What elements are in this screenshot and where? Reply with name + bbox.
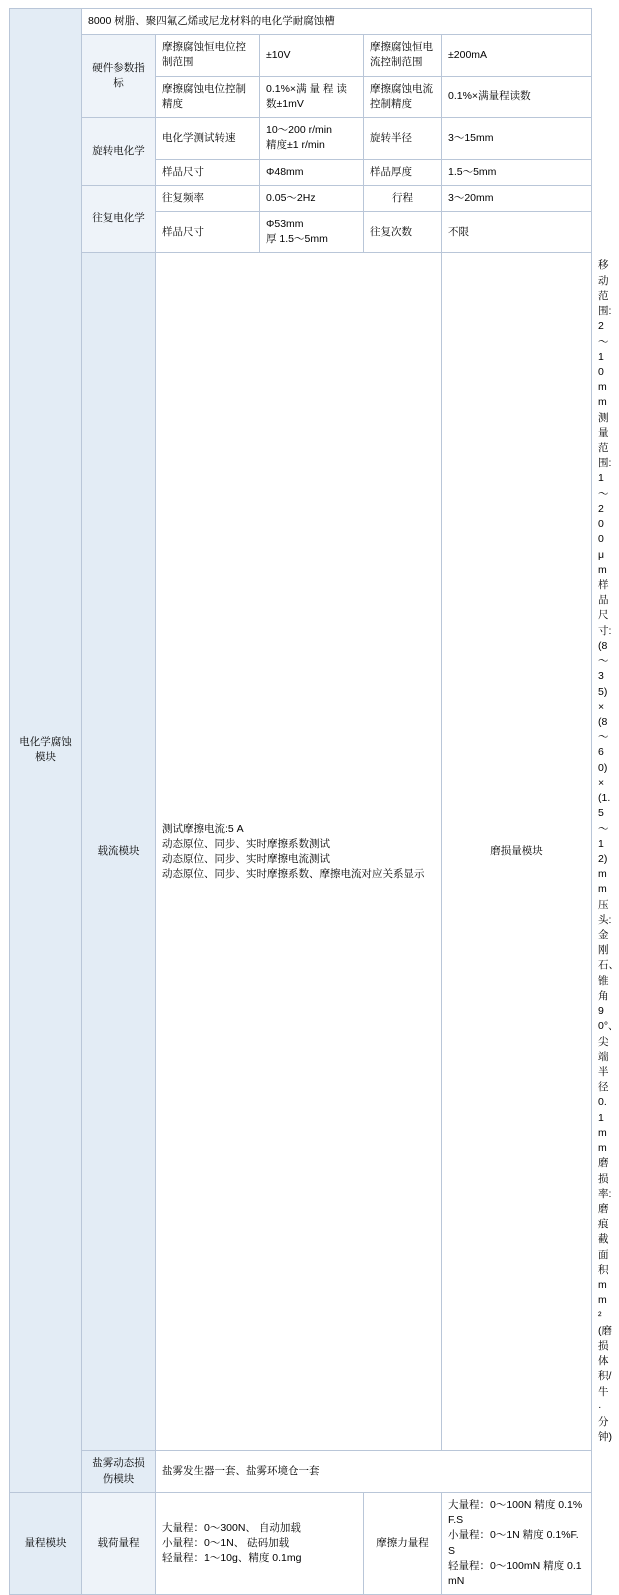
table-row (10, 35, 592, 76)
current-accuracy-value: 0.1%×满量程读数 (442, 76, 592, 117)
table-row (10, 185, 592, 211)
stroke-value: 3～20mm (442, 185, 592, 211)
sample-size-value: Φ48mm (260, 159, 364, 185)
sample-thickness-label: 样品厚度 (364, 159, 442, 185)
load-range-line-3: 轻量程：1～10g、精度 0.1mg (162, 1552, 302, 1565)
load-range-label: 载荷量程 (82, 1492, 156, 1594)
friction-range-label: 摩擦力量程 (364, 1492, 442, 1594)
reciprocating-sample-size-value (260, 211, 364, 252)
module-saltfog-label: 盐雾动态损伤模块 (82, 1451, 156, 1492)
table-row (10, 118, 592, 159)
reciprocating-frequency-label: 往复频率 (156, 185, 260, 211)
load-range-details (156, 1492, 364, 1594)
table-row-saltfog-module (10, 1451, 592, 1492)
sample-size-label: 样品尺寸 (156, 159, 260, 185)
friction-range-details (442, 1492, 592, 1594)
load-range-line-2: 小量程：0～1N、 砝码加载 (162, 1536, 290, 1549)
rotation-radius-label: 旋转半径 (364, 118, 442, 159)
reciprocating-count-value: 不限 (442, 211, 592, 252)
rotation-speed-value-line1: 10～200 r/min (266, 124, 332, 137)
reciprocating-frequency-value: 0.05～2Hz (260, 185, 364, 211)
potential-accuracy-value: 0.1%×满 量 程 读 数±1mV (260, 76, 364, 117)
rotation-speed-label: 电化学测试转速 (156, 118, 260, 159)
potential-range-label: 摩擦腐蚀恒电位控制范围 (156, 35, 260, 76)
wear-module-label: 磨损量模块 (442, 253, 592, 1451)
subgroup-rotating-label: 旋转电化学 (82, 118, 156, 186)
potential-accuracy-label: 摩擦腐蚀电位控制精度 (156, 76, 260, 117)
friction-range-line-1: 大量程：0～100N 精度 0.1%F.S (448, 1498, 583, 1527)
table-row-title (10, 9, 592, 35)
flow-line-2: 动态原位、同步、实时摩擦系数测试 (162, 837, 330, 850)
sample-thickness-value: 1.5～5mm (442, 159, 592, 185)
reciprocating-sample-size-label: 样品尺寸 (156, 211, 260, 252)
reciprocating-sample-size-line2: 厚 1.5～5mm (266, 233, 328, 246)
subgroup-hardware-label: 硬件参数指标 (82, 35, 156, 118)
current-range-label: 摩擦腐蚀恒电流控制范围 (364, 35, 442, 76)
stroke-label: 行程 (364, 185, 442, 211)
module-range-label: 量程模块 (10, 1492, 82, 1594)
load-range-line-1: 大量程：0～300N、 自动加载 (162, 1521, 301, 1534)
flow-line-1: 测试摩擦电流:5 A (162, 822, 244, 835)
specification-table (9, 8, 619, 1595)
table-row-range-module (10, 1492, 592, 1594)
saltfog-value: 盐雾发生器一套、盐雾环境仓一套 (156, 1451, 592, 1492)
module-electrochem-label: 电化学腐蚀模块 (10, 9, 82, 1493)
current-range-value: ±200mA (442, 35, 592, 76)
rotation-speed-value-line2: 精度±1 r/min (266, 139, 325, 152)
reciprocating-count-label: 往复次数 (364, 211, 442, 252)
module-flow-label: 载流模块 (82, 253, 156, 1451)
potential-range-value: ±10V (260, 35, 364, 76)
subgroup-reciprocating-label: 往复电化学 (82, 185, 156, 253)
current-accuracy-label: 摩擦腐蚀电流控制精度 (364, 76, 442, 117)
friction-range-line-2: 小量程：0～1N 精度 0.1%F.S (448, 1529, 579, 1557)
reciprocating-sample-size-line1: Φ53mm (266, 217, 304, 230)
flow-details (156, 253, 442, 1451)
friction-range-line-3: 轻量程：0～100mN 精度 0.1mN (448, 1559, 582, 1587)
flow-line-4: 动态原位、同步、实时摩擦系数、摩擦电流对应关系显示 (162, 868, 425, 881)
flow-line-3: 动态原位、同步、实时摩擦电流测试 (162, 852, 330, 865)
table-row-flow-module: 载流模块 测试摩擦电流:5 A 动态原位、同步、实时摩擦系数测试 动态原位、同步、实时摩擦电流测试 动态原位、同步、实时摩擦系数、摩擦电流对应关系显示 磨损量模块 移动范围:2～10mm 测量范围:1～200μm 样品尺寸:(8～35)×(8～60)×(1.5～12) mm 压头:金刚石、锥角 90°、尖端半径 0.1mm 磨损率:磨痕截面积 mm²(磨损体积/牛·分钟) (10, 253, 592, 1451)
title-cell: 8000 树脂、聚四氟乙烯或尼龙材料的电化学耐腐蚀槽 (82, 9, 592, 35)
rotation-radius-value: 3～15mm (442, 118, 592, 159)
rotation-speed-value (260, 118, 364, 159)
